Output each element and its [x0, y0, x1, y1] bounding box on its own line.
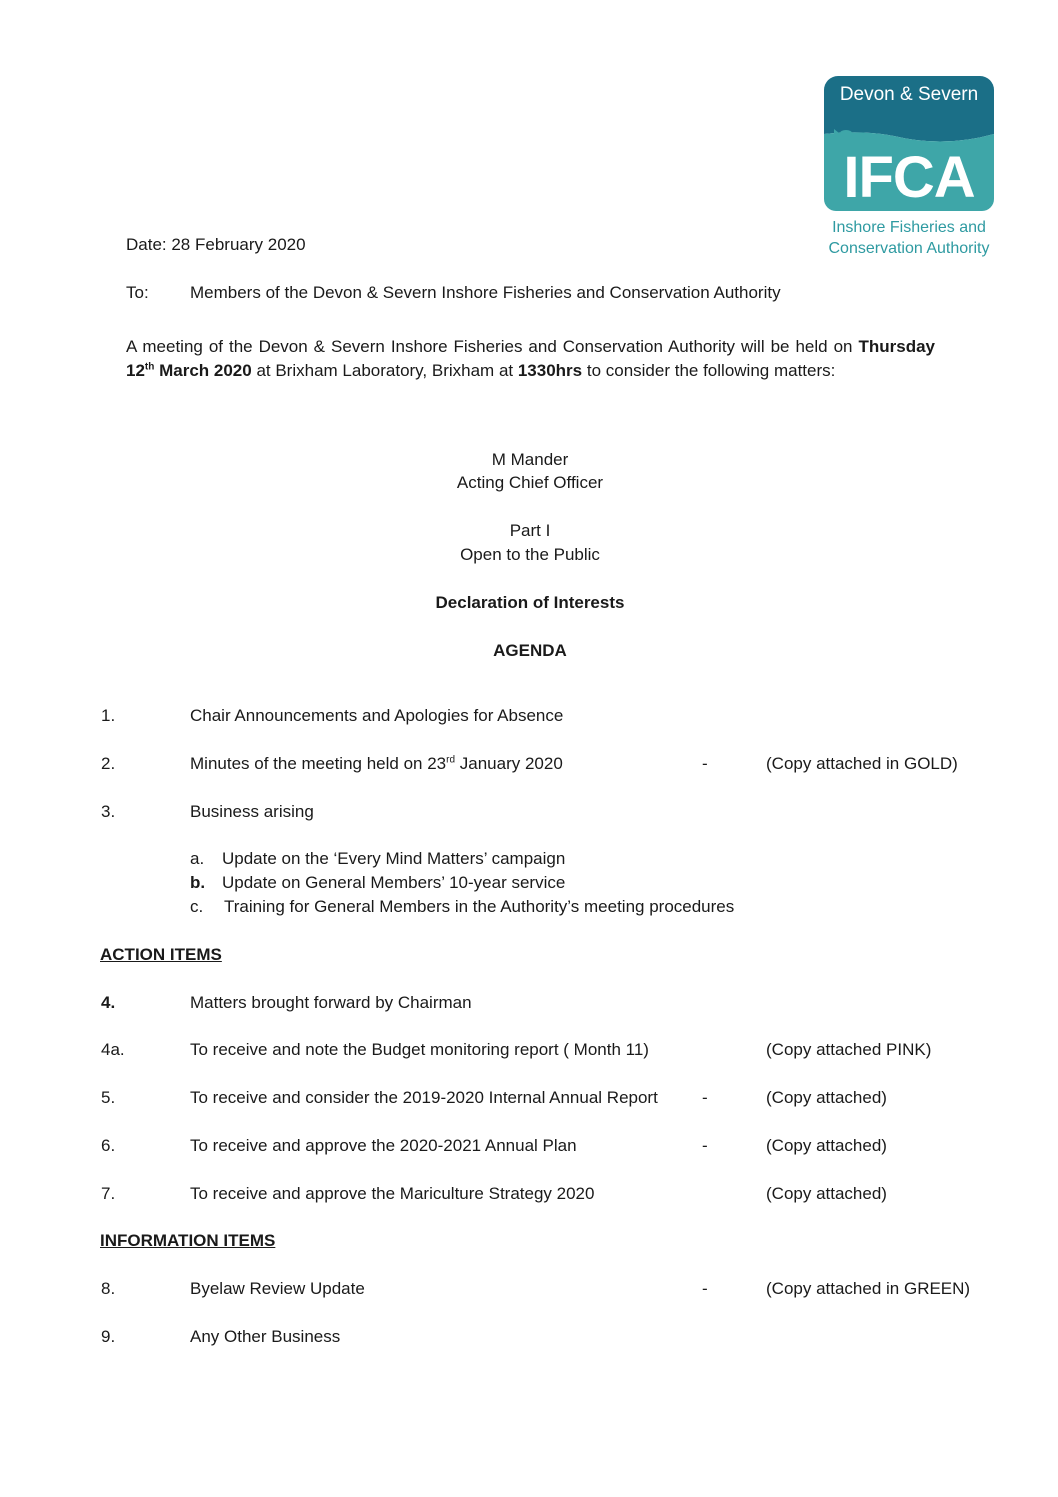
item-number: 2. — [101, 754, 116, 773]
item-attachment-note: (Copy attached in GOLD) — [766, 754, 958, 773]
item-text: Business arising — [190, 802, 314, 821]
logo-subtitle-line1: Inshore Fisheries and — [832, 219, 986, 236]
sub-item-text: Training for General Members in the Authority’s meeting procedures — [224, 897, 735, 916]
logo-top-text: Devon & Severn — [839, 84, 979, 105]
item-attachment-note: (Copy attached PINK) — [766, 1040, 932, 1059]
item-number: 8. — [101, 1279, 116, 1298]
item-text: To receive and note the Budget monitoring report ( Month 11) — [190, 1040, 649, 1059]
item-number: 5. — [101, 1088, 116, 1107]
item-text — [190, 754, 563, 774]
sub-item-letter: c. — [190, 897, 204, 916]
sub-item-letter: b. — [190, 873, 206, 892]
information-items-heading: INFORMATION ITEMS — [100, 1231, 276, 1250]
to-text: Members of the Devon & Severn Inshore Fisheries and Conservation Authority — [190, 283, 781, 302]
to-label: To: — [126, 283, 149, 302]
intro-post: to consider the following matters: — [582, 361, 836, 380]
meeting-month: March 2020 — [154, 361, 252, 380]
item-dash: - — [702, 1136, 708, 1155]
part-subtitle: Open to the Public — [460, 545, 600, 564]
logo-subtitle — [824, 217, 994, 259]
part-title: Part I — [509, 521, 551, 540]
item-dash: - — [702, 1088, 708, 1107]
item-text: Chair Announcements and Apologies for Absence — [190, 706, 564, 725]
intro-mid: at Brixham Laboratory, Brixham at — [251, 361, 518, 380]
date-line: Date: 28 February 2020 — [126, 235, 306, 254]
item-number: 6. — [101, 1136, 116, 1155]
item-number: 9. — [101, 1327, 116, 1346]
declaration-heading: Declaration of Interests — [435, 593, 625, 612]
meeting-day: Thursday 12 — [126, 337, 935, 380]
item-attachment-note: (Copy attached in GREEN) — [766, 1279, 971, 1298]
item-text-post: January 2020 — [455, 754, 563, 773]
action-items-heading: ACTION ITEMS — [100, 945, 222, 964]
item-text-suffix: rd — [446, 754, 456, 766]
meeting-day-suffix: th — [144, 361, 155, 373]
sub-item-text: Update on General Members’ 10-year service — [222, 873, 566, 892]
logo-banner — [824, 76, 994, 124]
fish-wave-icon — [824, 124, 994, 146]
item-text: To receive and consider the 2019-2020 Internal Annual Report — [190, 1088, 658, 1107]
sub-item-letter: a. — [190, 849, 205, 868]
item-number: 4a. — [101, 1040, 125, 1059]
item-attachment-note: (Copy attached) — [766, 1136, 887, 1155]
signatory-name: M Mander — [491, 450, 569, 469]
item-text: Matters brought forward by Chairman — [190, 993, 472, 1012]
item-text: To receive and approve the Mariculture Strategy 2020 — [190, 1184, 595, 1203]
logo-subtitle-line2: Conservation Authority — [828, 240, 990, 257]
item-dash: - — [702, 754, 708, 773]
logo-main-text: IFCA — [843, 145, 975, 210]
item-dash: - — [702, 1279, 708, 1298]
item-number: 7. — [101, 1184, 116, 1203]
signatory-role: Acting Chief Officer — [456, 473, 604, 492]
item-number: 4. — [101, 993, 116, 1012]
item-text: Byelaw Review Update — [190, 1279, 365, 1298]
intro-pre: A meeting of the Devon & Severn Inshore Fisheries and Conservation Authority will be held on — [126, 337, 853, 356]
sub-item-text: Update on the ‘Every Mind Matters’ campaign — [222, 849, 566, 868]
meeting-time: 1330hrs — [517, 361, 583, 380]
item-number: 3. — [101, 802, 116, 821]
item-attachment-note: (Copy attached) — [766, 1184, 887, 1203]
ifca-logo — [824, 76, 994, 259]
intro-paragraph — [126, 335, 935, 383]
agenda-title: AGENDA — [493, 641, 567, 660]
logo-main-block — [824, 145, 994, 211]
item-number: 1. — [101, 706, 116, 725]
item-text-pre: Minutes of the meeting held on 23 — [190, 754, 447, 773]
item-text: To receive and approve the 2020-2021 Annual Plan — [190, 1136, 577, 1155]
item-text: Any Other Business — [190, 1327, 341, 1346]
item-attachment-note: (Copy attached) — [766, 1088, 887, 1107]
